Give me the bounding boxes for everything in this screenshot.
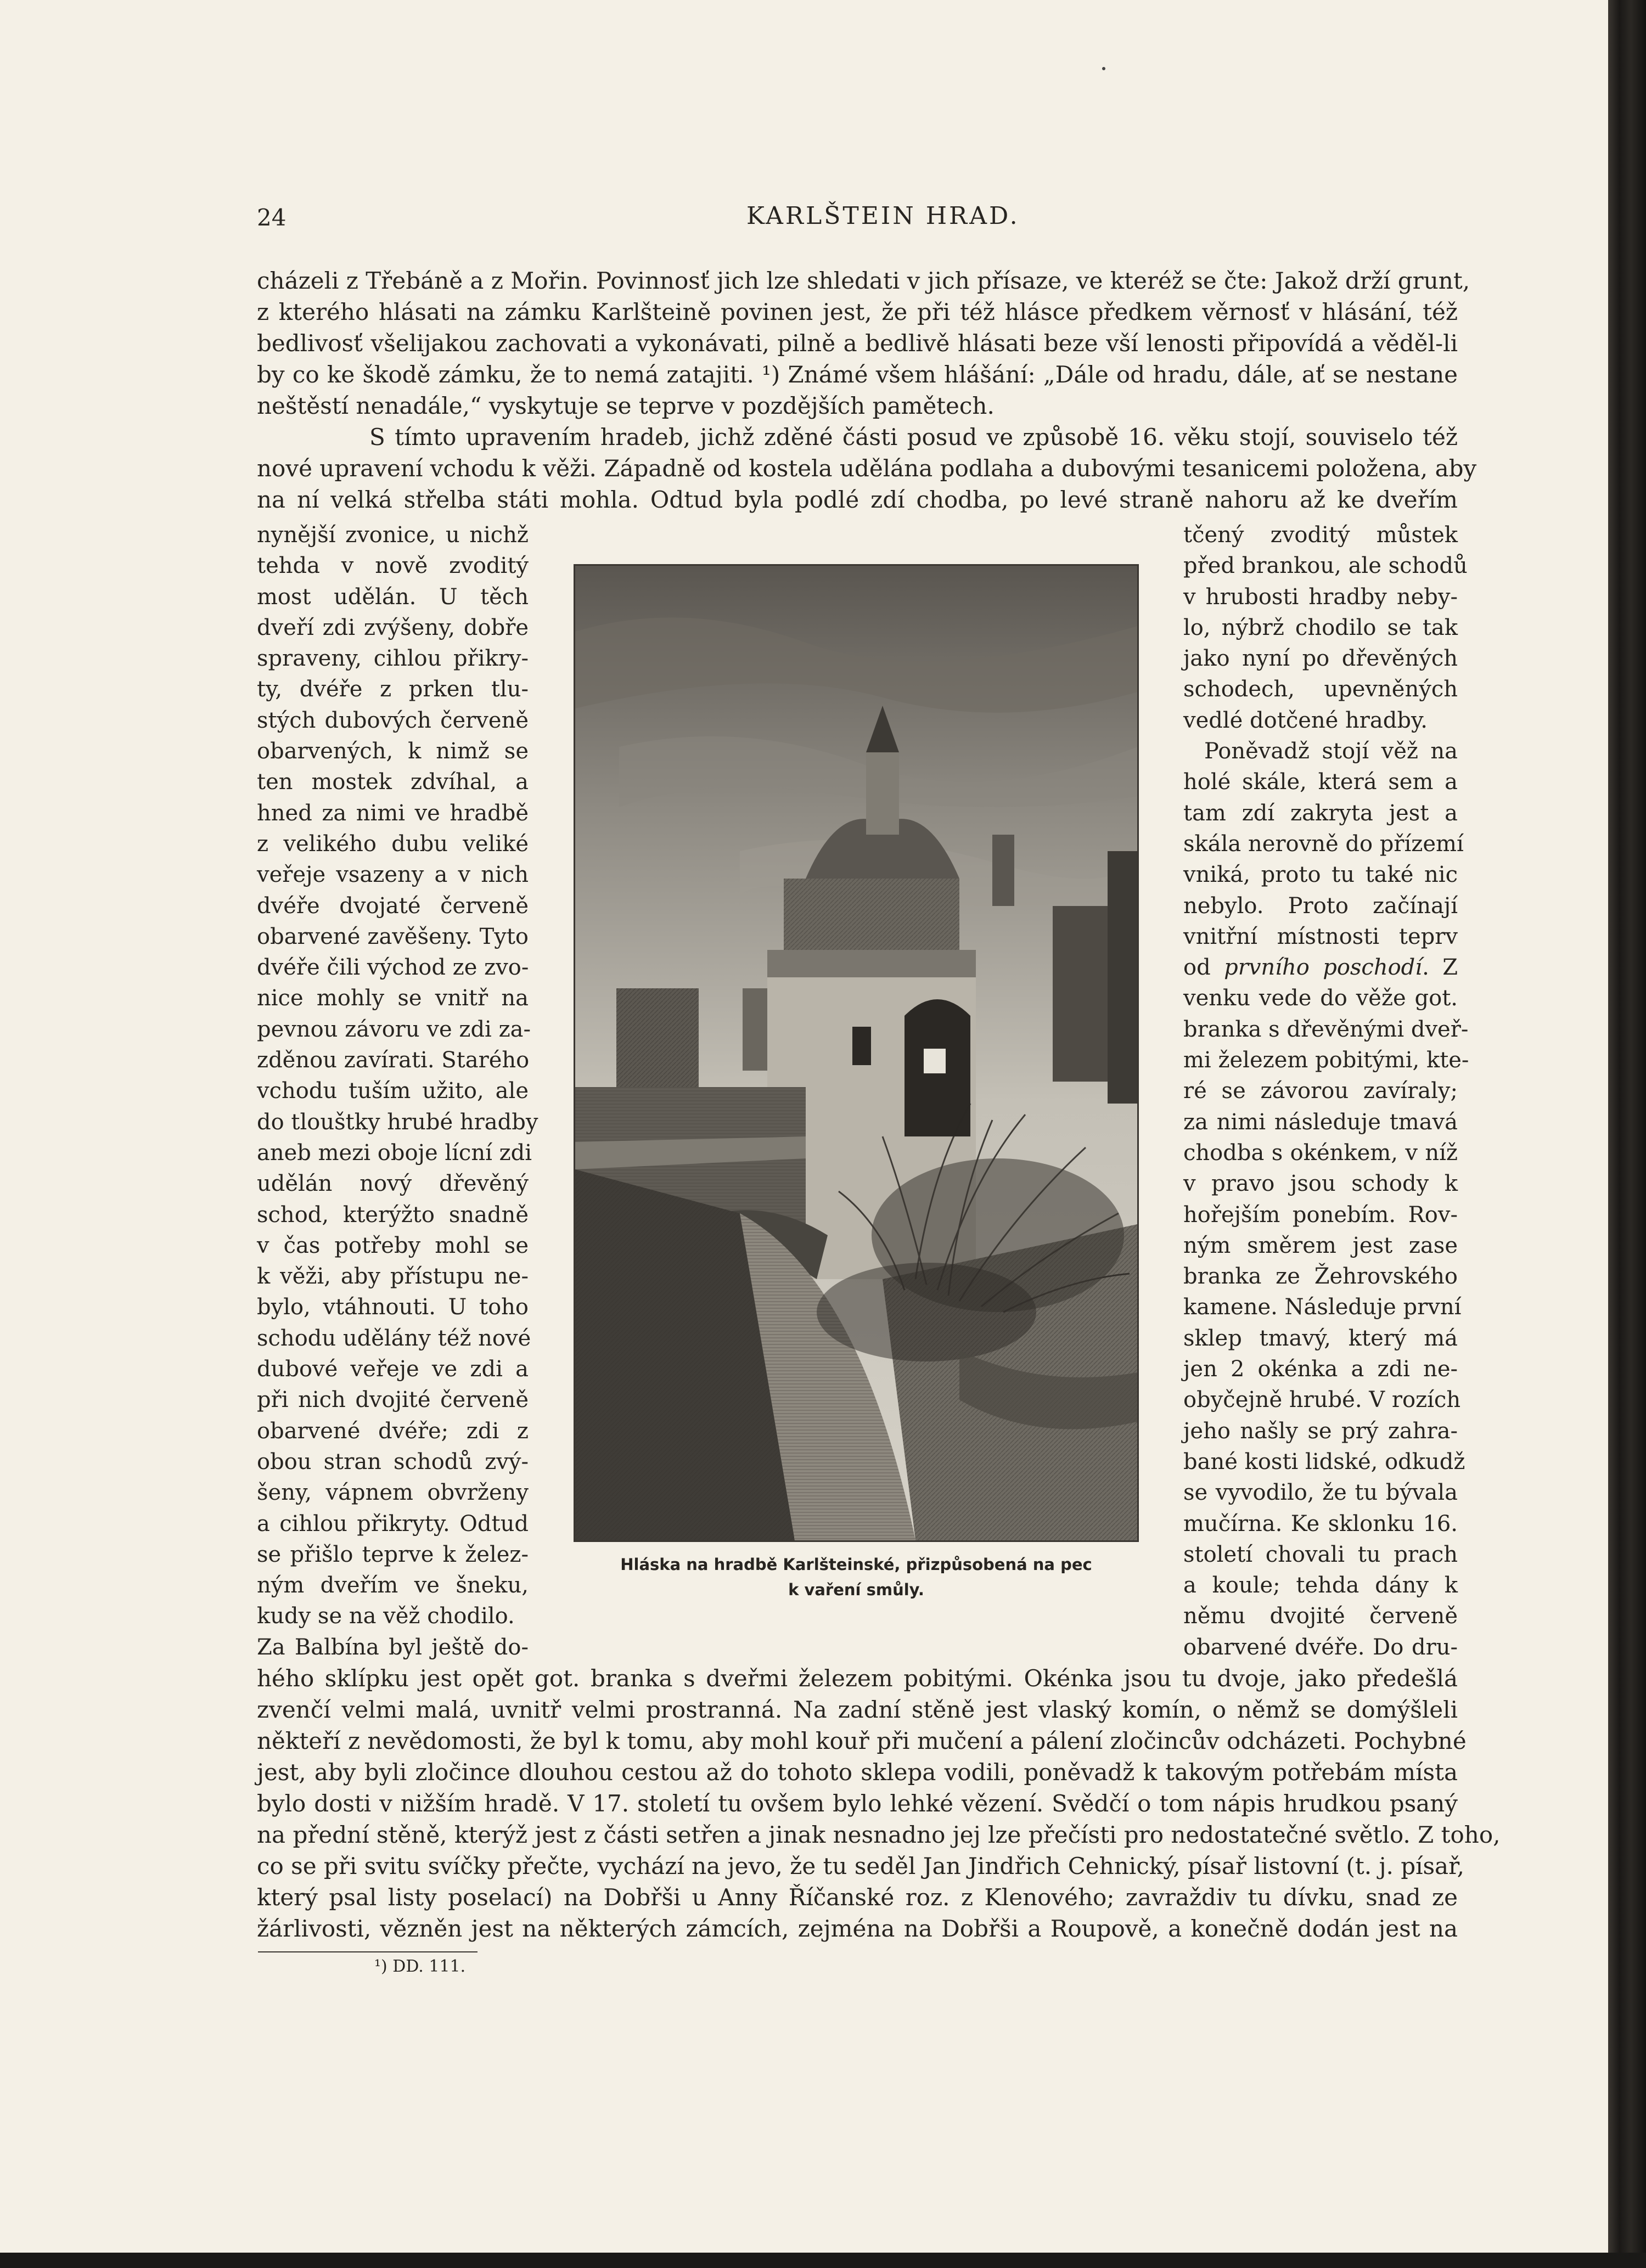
text-line: a cihlou přikryty. Odtud: [257, 1511, 529, 1537]
text-line: nynější zvonice, u nichž: [257, 522, 529, 548]
text-line: hned za nimi ve hradbě: [257, 800, 529, 826]
caption-line: k vaření smůly.: [788, 1580, 924, 1599]
text-line: hého sklípku jest opět got. branka s dveřmi železem pobitými. Okénka jsou tu dvoje, jako předešlá: [257, 1665, 1458, 1692]
page-number: 24: [257, 204, 286, 231]
ink-speck: [1102, 67, 1105, 70]
italic-phrase: prvního poschodí: [1224, 955, 1423, 981]
text-line: dubové veřeje ve zdi a: [257, 1357, 529, 1382]
text-line: jen 2 okénka a zdi ne-: [1183, 1357, 1458, 1382]
text-line: veřeje vsazeny a v nich: [257, 862, 529, 888]
text-line: obyčejně hrubé. V rozích: [1183, 1387, 1461, 1413]
text-line: obou stran schodů zvý-: [257, 1449, 529, 1475]
text-line: cházeli z Třebáně a z Mořin. Povinnosť jich lze shledati v jich přísaze, ve kteréž se čte: Jakož drží grunt,: [257, 267, 1470, 294]
text-line: pevnou závoru ve zdi za-: [257, 1016, 531, 1042]
footnote: ¹) DD. 111.: [374, 1957, 466, 1976]
text-line-italic: od prvního poschodí. Z: [1183, 955, 1458, 981]
text-line: nice mohly se vnitř na: [257, 986, 529, 1011]
text-line: mučírna. Ke sklonku 16.: [1183, 1511, 1458, 1537]
caption-line: Hláska na hradbě Karlšteinské, přizpůsobená na pec: [620, 1555, 1092, 1574]
book-binding-edge: [1608, 0, 1646, 2253]
text-line: nové upravení vchodu k věži. Západně od kostela udělána podlaha a dubovými tesanicemi položena, aby: [257, 455, 1477, 482]
text-line: obarvené zavěšeny. Tyto: [257, 924, 529, 949]
text-line: udělán nový dřevěný: [257, 1171, 529, 1197]
text-line: obarvených, k nimž se: [257, 739, 529, 764]
text-line: branka ze Žehrovského: [1183, 1264, 1458, 1290]
text-line: vedlé dotčené hradby.: [1183, 707, 1428, 733]
text-line: kudy se na věž chodilo.: [257, 1603, 515, 1629]
text-line: dveří zdi zvýšeny, dobře: [257, 615, 529, 640]
text-line: ten mostek zdvíhal, a: [257, 769, 529, 795]
text-line: nebylo. Proto začínají: [1183, 893, 1458, 919]
scan-bottom-edge: [0, 2253, 1646, 2268]
text-line: chodba s okénkem, v níž: [1183, 1140, 1458, 1166]
text-line: S tímto upravením hradeb, jichž zděné části posud ve způsobě 16. věku stojí, souviselo též: [369, 424, 1458, 451]
text-line: schodu udělány též nové: [257, 1325, 531, 1351]
text-line: při nich dvojité červeně: [257, 1387, 529, 1413]
running-title: KARLŠTEIN HRAD.: [746, 202, 1020, 230]
text-line: němu dvojité červeně: [1183, 1603, 1458, 1629]
text-line: vniká, proto tu také nic: [1183, 862, 1458, 888]
engraving-illustration: [575, 566, 1137, 1540]
text-line: jeho našly se prý zahra-: [1183, 1418, 1458, 1444]
text-line: tam zdí zakryta jest a: [1183, 800, 1458, 826]
text-line: neštěstí nenadále,“ vyskytuje se teprve v pozdějších pamětech.: [257, 392, 995, 419]
text-line: kamene. Následuje první: [1183, 1295, 1462, 1320]
text-line: vnitřní místnosti teprv: [1183, 924, 1458, 949]
text-line: Poněvadž stojí věž na: [1204, 739, 1458, 764]
text-line: lo, nýbrž chodilo se tak: [1183, 615, 1458, 640]
text-line: před brankou, ale schodů: [1183, 553, 1468, 579]
text-line: obarvené dvéře; zdi z: [257, 1418, 529, 1444]
text-line: schodech, upevněných: [1183, 677, 1458, 702]
text-line: jest, aby byli zločince dlouhou cestou až do tohoto sklepa vodili, poněvadž k takovým potřebám místa: [257, 1759, 1458, 1786]
text-line: bylo, vtáhnouti. U toho: [257, 1295, 529, 1320]
text-line: branka s dřevěnými dveř-: [1183, 1016, 1469, 1042]
text-line: obarvené dvéře. Do dru-: [1183, 1634, 1458, 1660]
text-line: ré se závorou zavíraly;: [1183, 1078, 1458, 1104]
text-line: dvéře čili východ ze zvo-: [257, 955, 529, 981]
text-line: sklep tmavý, který má: [1183, 1325, 1458, 1351]
castle-tower-engraving: [574, 564, 1139, 1542]
text-line: tčený zvoditý můstek: [1183, 522, 1458, 548]
text-line: v hrubosti hradby neby-: [1183, 584, 1458, 610]
left-column: [257, 520, 538, 1663]
text-line: na ní velká střelba státi mohla. Odtud byla podlé zdí chodba, po levé straně nahoru až ke dveřím: [257, 486, 1458, 513]
text-line: ty, dvéře z prken tlu-: [257, 677, 529, 702]
text-line: na přední stěně, kterýž jest z části setřen a jinak nesnadno jej lze přečísti pro nedostatečné světlo. Z toho,: [257, 1821, 1501, 1848]
bottom-text-block: [257, 1663, 1501, 1944]
text-line: vchodu tuším užito, ale: [257, 1078, 529, 1104]
text-line: z kterého hlásati na zámku Karlšteině povinen jest, že při též hlásce předkem věrnosť v hlásání, též: [257, 299, 1458, 325]
figure-caption: [565, 1552, 1147, 1602]
text-line: do tlouštky hrubé hradby: [257, 1109, 538, 1135]
text-line: holé skále, která sem a: [1183, 769, 1458, 795]
text-line: v čas potřeby mohl se: [257, 1233, 529, 1258]
text-line: se přišlo teprve k želez-: [257, 1541, 529, 1567]
text-line: stých dubových červeně: [257, 707, 529, 733]
text-line: skála nerovně do přízemí: [1183, 831, 1464, 857]
text-line: z velikého dubu veliké: [257, 831, 529, 857]
text-line: k věži, aby přístupu ne-: [257, 1264, 529, 1290]
text-line: co se při svitu svíčky přečte, vychází na jevo, že tu seděl Jan Jindřich Cehnický, písař listovní (t. j. písař,: [257, 1853, 1464, 1879]
text-line: tehda v nově zvoditý: [257, 553, 529, 579]
text-line: století chovali tu prach: [1183, 1541, 1458, 1567]
text-line: ným dveřím ve šneku,: [257, 1573, 529, 1599]
text-line: žárlivosti, vězněn jest na některých zámcích, zejména na Dobřši a Roupově, a konečně dodán jest na: [257, 1915, 1458, 1942]
text-line: most udělán. U těch: [257, 584, 529, 610]
text-line: za nimi následuje tmavá: [1183, 1109, 1458, 1135]
text-line: v pravo jsou schody k: [1183, 1171, 1458, 1197]
text-line: spraveny, cihlou přikry-: [257, 646, 529, 672]
text-line: bylo dosti v nižším hradě. V 17. století tu ovšem bylo lehké vězení. Svědčí o tom nápis hrudkou psaný: [257, 1790, 1458, 1817]
text-line: ným směrem jest zase: [1183, 1233, 1458, 1258]
top-text-block: [257, 265, 1477, 515]
text-line: aneb mezi oboje lícní zdi: [257, 1140, 532, 1166]
text-line: Za Balbína byl ještě do-: [257, 1634, 529, 1660]
text-line: který psal listy poselací) na Dobřši u Anny Říčanské roz. z Klenového; zavraždiv tu dívku, snad ze: [257, 1884, 1458, 1911]
footnote-rule: [258, 1951, 477, 1952]
text-line: se vyvodilo, že tu bývala: [1183, 1480, 1458, 1506]
text-line: venku vede do věže got.: [1183, 986, 1458, 1011]
text-line: hořejším ponebím. Rov-: [1183, 1202, 1458, 1228]
text-line: někteří z nevědomosti, že byl k tomu, aby mohl kouř při mučení a pálení zločincův odcházeti. Pochybné: [257, 1727, 1467, 1754]
text-line: by co ke škodě zámku, že to nemá zatajiti. ¹) Známé všem hlášání: „Dále od hradu, dále, ať se nestane: [257, 361, 1458, 388]
text-line: jako nyní po dřevěných: [1183, 646, 1458, 672]
text-line: bané kosti lidské, odkudž: [1183, 1449, 1465, 1475]
text-line: mi železem pobitými, kte-: [1183, 1048, 1469, 1073]
text-line: a koule; tehda dány k: [1183, 1573, 1458, 1599]
text-line: dvéře dvojaté červeně: [257, 893, 529, 919]
text-line: šeny, vápnem obvrženy: [257, 1480, 529, 1506]
text-line: bedlivosť všelijakou zachovati a vykonávati, pilně a bedlivě hlásati beze vší lenosti připovídá a věděl-li: [257, 330, 1458, 357]
right-column: [1183, 520, 1469, 1663]
text-line: schod, kterýžto snadně: [257, 1202, 529, 1228]
text-line: zděnou zavírati. Starého: [257, 1048, 530, 1073]
text-line: zvenčí velmi malá, uvnitř velmi prostranná. Na zadní stěně jest vlaský komín, o němž se domýšleli: [257, 1696, 1458, 1723]
